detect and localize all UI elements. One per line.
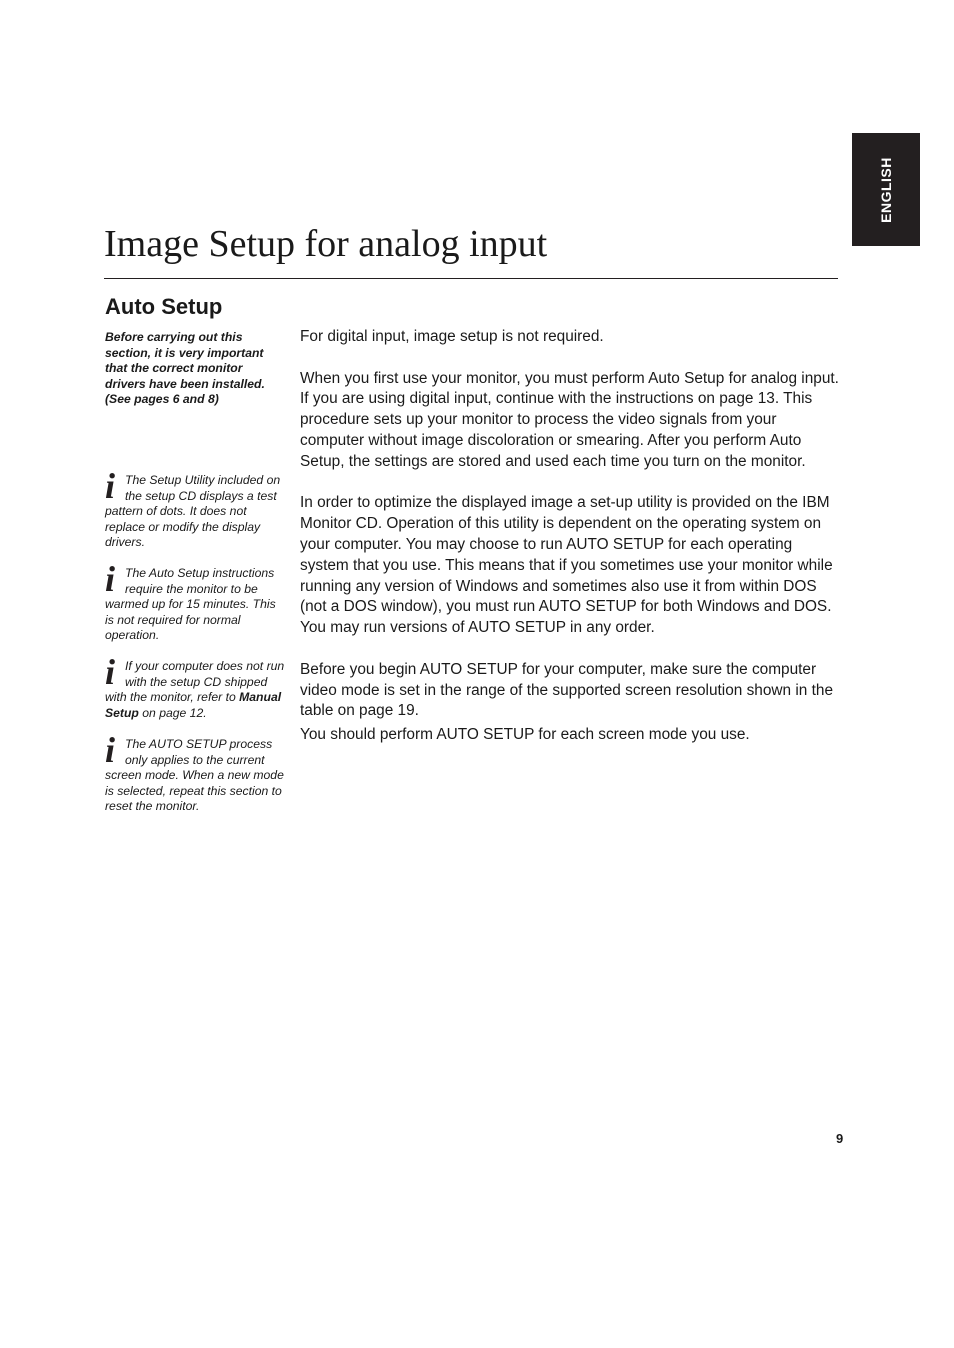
body-text xyxy=(300,327,840,767)
paragraph: In order to optimize the displayed image a set-up utility is provided on the IBM Monitor CD. Operation of this utility is dependent on the operating system on your computer. You may choose to run AUTO SETUP for each operating system that you use. This means that if you sometimes use your monitor while running any version of Windows and sometimes also use it from within DOS (not a DOS window), you must run AUTO SETUP for both Windows and DOS. You may run versions of AUTO SETUP in any order. xyxy=(300,494,833,637)
side-note xyxy=(105,652,285,721)
note-2 xyxy=(105,559,285,644)
note-text: The Auto Setup instructions require the monitor to be warmed up for 15 minutes. This is not required for normal operation. xyxy=(105,566,276,643)
paragraph: For digital input, image setup is not required. xyxy=(300,328,604,345)
note-text: The Setup Utility included on the setup CD displays a test pattern of dots. It does not replace or modify the display drivers. xyxy=(105,473,281,550)
language-tab xyxy=(852,133,920,246)
note-text: The AUTO SETUP process only applies to the current screen mode. When a new mode is selected, repeat this section to reset the monitor. xyxy=(105,737,284,814)
paragraph: You should perform AUTO SETUP for each screen mode you use. xyxy=(300,726,750,744)
paragraph: Before you begin AUTO SETUP for your computer, make sure the computer video mode is set in the range of the supported screen resolution shown in the table on page 19. xyxy=(300,660,834,720)
side-note xyxy=(105,466,285,551)
note-1 xyxy=(105,466,285,551)
side-warning: Before carrying out this section, it is very important that the correct monitor drivers have been installed.(See pages 6 and 8) xyxy=(105,330,265,407)
language-tab-label: ENGLISH xyxy=(878,156,894,223)
info-icon: i xyxy=(105,466,116,506)
info-icon: i xyxy=(105,652,116,692)
page-number: 9 xyxy=(836,1131,844,1146)
paragraph: When you first use your monitor, you must perform Auto Setup for analog input. If you are using digital input, continue with the instructions on page 13. This procedure sets up your monitor to process the video signals from your computer without image discoloration or smearing. After you perform Auto Setup, the settings are stored and used each time you turn on the monitor. xyxy=(300,369,839,470)
note-text-after: on page 12. xyxy=(138,705,207,720)
title-divider xyxy=(104,278,838,279)
note-4 xyxy=(105,730,285,815)
note-3 xyxy=(105,652,285,721)
note-text-before: If your computer does not run with the setup CD shipped with the monitor, refer to xyxy=(105,659,285,705)
note-link-manual-setup: Manual Setup xyxy=(105,690,282,720)
info-icon: i xyxy=(105,559,116,599)
side-note xyxy=(105,730,285,815)
side-note xyxy=(105,559,285,644)
info-icon: i xyxy=(105,730,116,770)
section-heading: Auto Setup xyxy=(105,294,223,319)
page-title: Image Setup for analog input xyxy=(104,223,548,265)
